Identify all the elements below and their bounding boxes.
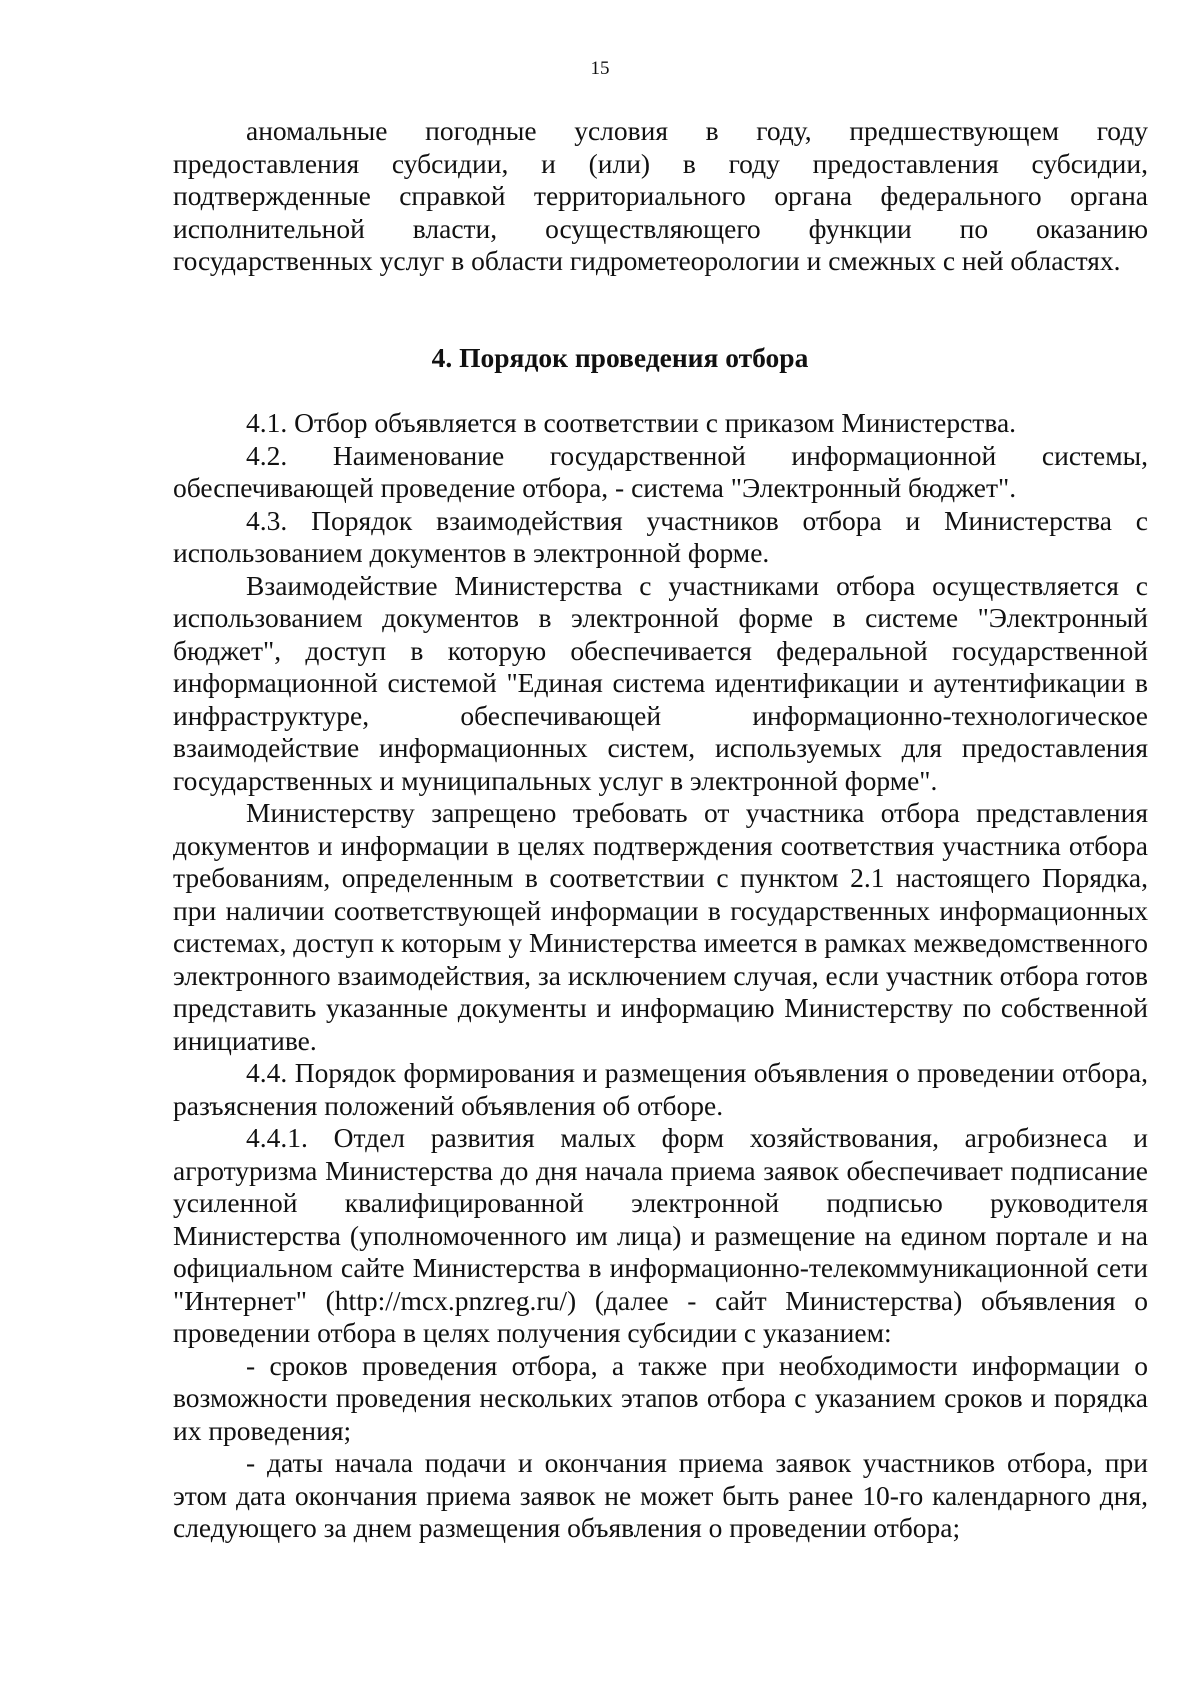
list-item-dates: - даты начала подачи и окончания приема заявок участников отбора, при этом дата окончания приема заявок не может быть ранее 10-го календарного дня, следующего за днем размещения объявления о проведении отбора; bbox=[173, 1447, 1148, 1543]
list-item-deadlines: - сроков проведения отбора, а также при необходимости информации о возможности проведения нескольких этапов отбора с указанием сроков и порядка их проведения; bbox=[173, 1349, 1148, 1446]
paragraph-4-1: 4.1. Отбор объявляется в соответствии с приказом Министерства. bbox=[246, 407, 1017, 438]
continuation-block bbox=[173, 115, 1148, 278]
page-number: 15 bbox=[590, 58, 610, 79]
paragraph-prohibition: Министерству запрещено требовать от участника отбора представления документов и информации в целях подтверждения соответствия участника отбора требованиям, определенным в соответствии с пунктом 2.1 настоящего Порядка, при наличии соответствующей информации в государственных информационных системах, доступ к которым у Министерства имеется в рамках межведомственного электронного взаимодействия, за исключением случая, если участник отбора готов представить указанные документы и информацию Министерству по собственной инициативе. bbox=[173, 797, 1149, 1056]
paragraph-4-4-1: 4.4.1. Отдел развития малых форм хозяйствования, агробизнеса и агротуризма Министерства до дня начала приема заявок обеспечивает подписание усиленной квалифицированной электронной подписью руководителя Министерства (уполномоченного им лица) и размещение на едином портале и на официальном сайте Министерства в информационно-телекоммуникационной сети "Интернет" (http://mcx.pnzreg.ru/) (далее - сайт Министерства) объявления о проведении отбора в целях получения субсидии с указанием: bbox=[173, 1122, 1148, 1348]
paragraph-interaction: Взаимодействие Министерства с участниками отбора осуществляется с использованием документов в электронной форме в системе "Электронный бюджет", доступ в которую обеспечивается федеральной государственной информационной системой "Единая система идентификации и аутентификации в инфраструктуре, обеспечивающей информационно-технологическое взаимодействие информационных систем, используемых для предоставления государственных и муниципальных услуг в электронной форме". bbox=[173, 569, 1148, 796]
paragraph-4-3: 4.3. Порядок взаимодействия участников отбора и Министерства с использованием документов в электронной форме. bbox=[173, 504, 1148, 568]
continuation-paragraph: аномальные погодные условия в году, предшествующем году предоставления субсидии, и (или) в году предоставления субсидии, подтвержденные справкой территориального органа федерального органа исполнительной власти, осуществляющего функции по оказанию государственных услуг в области гидрометеорологии и смежных с ней областях. bbox=[173, 115, 1148, 276]
section-body bbox=[173, 407, 1148, 1545]
section-heading: 4. Порядок проведения отбора bbox=[431, 342, 809, 373]
paragraph-4-4: 4.4. Порядок формирования и размещения объявления о проведении отбора, разъяснения положений объявления об отборе. bbox=[173, 1057, 1148, 1121]
paragraph-4-2: 4.2. Наименование государственной информационной системы, обеспечивающей проведение отбора, - система "Электронный бюджет". bbox=[173, 439, 1148, 503]
